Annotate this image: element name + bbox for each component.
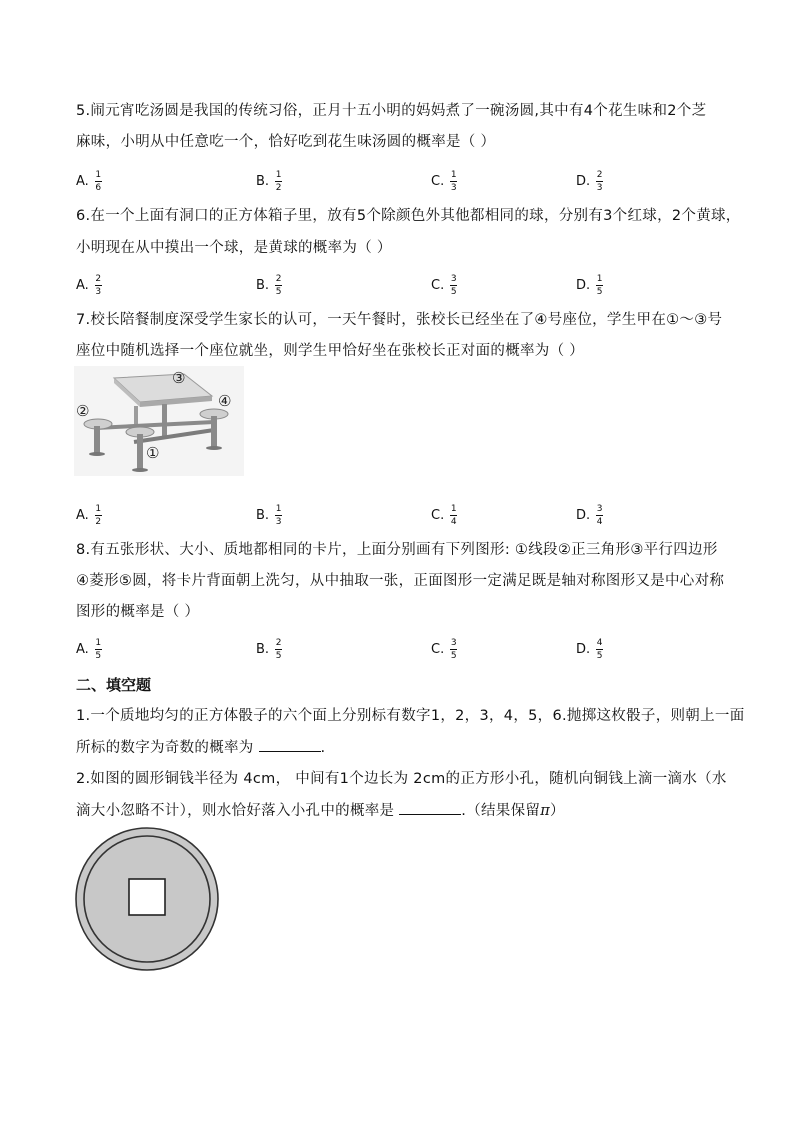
fill1-text-line2 (76, 737, 325, 758)
option-b[interactable] (256, 504, 282, 527)
dining-table-figure (74, 366, 244, 476)
fraction-bar (275, 181, 282, 182)
option-fraction (450, 274, 457, 297)
fraction-denominator: 5 (596, 651, 603, 661)
fraction-numerator: 1 (275, 170, 282, 180)
fraction-denominator: 5 (275, 651, 282, 661)
seat-label-4: ④ (218, 392, 232, 410)
option-fraction (275, 274, 282, 297)
option-letter: B. (256, 507, 270, 523)
fraction-numerator: 1 (95, 170, 102, 180)
answer-blank[interactable] (259, 737, 321, 752)
fraction-numerator: 3 (450, 638, 457, 648)
q8-text-line2: ④菱形⑤圆，将卡片背面朝上洗匀，从中抽取一张，正面图形一定满足既是轴对称图形又是中心对称 (76, 573, 725, 589)
q7-text-line2: 座位中随机选择一个座位就坐，则学生甲恰好坐在张校长正对面的概率为（ ） (76, 343, 585, 359)
fraction-bar (95, 181, 102, 182)
fraction-denominator: 5 (596, 287, 603, 297)
option-b[interactable] (256, 274, 282, 297)
fill2-text-line2 (76, 800, 565, 821)
fill2-suffix: .（结果保留 (461, 803, 541, 819)
option-letter: C. (431, 173, 445, 189)
q6-text-line2: 小明现在从中摸出一个球，是黄球的概率为（ ） (76, 240, 392, 256)
option-fraction (596, 504, 603, 527)
fraction-numerator: 1 (450, 170, 457, 180)
fraction-numerator: 3 (450, 274, 457, 284)
q8-text-line3: 图形的概率是（ ） (76, 604, 200, 620)
option-fraction (95, 274, 102, 297)
option-c[interactable] (431, 274, 457, 297)
q5-text-line1: 5.闹元宵吃汤圆是我国的传统习俗，正月十五小明的妈妈煮了一碗汤圆,其中有4个花生味和2个芝 (76, 103, 707, 119)
fraction-numerator: 2 (95, 274, 102, 284)
fraction-numerator: 3 (596, 504, 603, 514)
fraction-denominator: 4 (596, 517, 603, 527)
q5-text-line2: 麻味，小明从中任意吃一个，恰好吃到花生味汤圆的概率是（ ） (76, 134, 496, 150)
answer-blank[interactable] (399, 800, 461, 815)
option-letter: B. (256, 277, 270, 293)
fill1-prefix: 所标的数字为奇数的概率为 (76, 740, 254, 756)
fraction-bar (450, 181, 457, 182)
fraction-denominator: 5 (275, 287, 282, 297)
option-fraction (95, 504, 102, 527)
fraction-denominator: 2 (95, 517, 102, 527)
seat-label-1: ① (146, 444, 160, 462)
option-a[interactable] (76, 170, 102, 193)
fraction-denominator: 3 (596, 183, 603, 193)
fill2-end: ） (550, 803, 565, 819)
option-letter: A. (76, 507, 89, 523)
q7-text-line1: 7.校长陪餐制度深受学生家长的认可，一天午餐时，张校长已经坐在了④号座位，学生甲在①～③号 (76, 312, 723, 328)
option-letter: C. (431, 641, 445, 657)
fraction-denominator: 4 (450, 517, 457, 527)
fill2-prefix: 滴大小忽略不计），则水恰好落入小孔中的概率是 (76, 803, 395, 819)
option-d[interactable] (576, 170, 603, 193)
option-letter: B. (256, 173, 270, 189)
option-fraction (596, 638, 603, 661)
option-fraction (95, 638, 102, 661)
fraction-denominator: 5 (450, 651, 457, 661)
fraction-numerator: 1 (95, 638, 102, 648)
fraction-bar (596, 649, 603, 650)
fraction-bar (275, 515, 282, 516)
coin-figure (74, 826, 220, 972)
option-fraction (275, 170, 282, 193)
option-d[interactable] (576, 638, 603, 661)
fraction-numerator: 1 (596, 274, 603, 284)
coin-square-hole (129, 879, 165, 915)
fraction-denominator: 3 (450, 183, 457, 193)
fill1-suffix: . (320, 740, 326, 756)
fraction-bar (596, 285, 603, 286)
option-d[interactable] (576, 274, 603, 297)
option-letter: A. (76, 277, 89, 293)
option-fraction (450, 504, 457, 527)
fraction-bar (450, 649, 457, 650)
option-letter: D. (576, 507, 591, 523)
option-letter: D. (576, 641, 591, 657)
fraction-bar (450, 515, 457, 516)
option-c[interactable] (431, 170, 457, 193)
option-b[interactable] (256, 170, 282, 193)
option-letter: A. (76, 173, 89, 189)
fraction-numerator: 2 (275, 274, 282, 284)
q8-text-line1: 8.有五张形状、大小、质地都相同的卡片，上面分别画有下列图形: ①线段②正三角形③平行四边形 (76, 542, 718, 558)
seat-label-3: ③ (172, 369, 186, 387)
option-letter: A. (76, 641, 89, 657)
option-c[interactable] (431, 638, 457, 661)
fill1-text-line1: 1.一个质地均匀的正方体骰子的六个面上分别标有数字1，2，3，4，5，6.抛掷这枚骰子，则朝上一面 (76, 708, 745, 724)
q6-text-line1: 6.在一个上面有洞口的正方体箱子里，放有5个除颜色外其他都相同的球，分别有3个红球，2个黄球， (76, 208, 741, 224)
option-b[interactable] (256, 638, 282, 661)
option-letter: C. (431, 507, 445, 523)
option-c[interactable] (431, 504, 457, 527)
fraction-bar (95, 285, 102, 286)
seat-label-2: ② (76, 402, 90, 420)
option-fraction (275, 638, 282, 661)
fraction-bar (275, 285, 282, 286)
option-letter: D. (576, 173, 591, 189)
option-a[interactable] (76, 638, 102, 661)
fraction-bar (95, 515, 102, 516)
section-heading: 二、填空题 (76, 676, 152, 694)
fraction-denominator: 5 (450, 287, 457, 297)
fraction-denominator: 2 (275, 183, 282, 193)
fraction-numerator: 2 (596, 170, 603, 180)
option-letter: D. (576, 277, 591, 293)
fraction-denominator: 5 (95, 651, 102, 661)
fraction-bar (596, 181, 603, 182)
option-d[interactable] (576, 504, 603, 527)
fraction-numerator: 4 (596, 638, 603, 648)
fraction-bar (450, 285, 457, 286)
fraction-numerator: 1 (95, 504, 102, 514)
fraction-numerator: 2 (275, 638, 282, 648)
option-letter: B. (256, 641, 270, 657)
fraction-numerator: 1 (275, 504, 282, 514)
fraction-denominator: 3 (275, 517, 282, 527)
option-a[interactable] (76, 504, 102, 527)
option-fraction (596, 170, 603, 193)
option-fraction (95, 170, 102, 193)
fraction-bar (95, 649, 102, 650)
fraction-bar (596, 515, 603, 516)
option-letter: C. (431, 277, 445, 293)
fraction-bar (275, 649, 282, 650)
fraction-denominator: 6 (95, 183, 102, 193)
fill2-text-line1: 2.如图的圆形铜钱半径为 4cm， 中间有1个边长为 2cm的正方形小孔，随机向铜钱上滴一滴水（水 (76, 771, 727, 787)
option-fraction (450, 170, 457, 193)
fraction-denominator: 3 (95, 287, 102, 297)
fraction-numerator: 1 (450, 504, 457, 514)
option-a[interactable] (76, 274, 102, 297)
option-fraction (596, 274, 603, 297)
pi-symbol: π (540, 803, 551, 819)
option-fraction (450, 638, 457, 661)
option-fraction (275, 504, 282, 527)
